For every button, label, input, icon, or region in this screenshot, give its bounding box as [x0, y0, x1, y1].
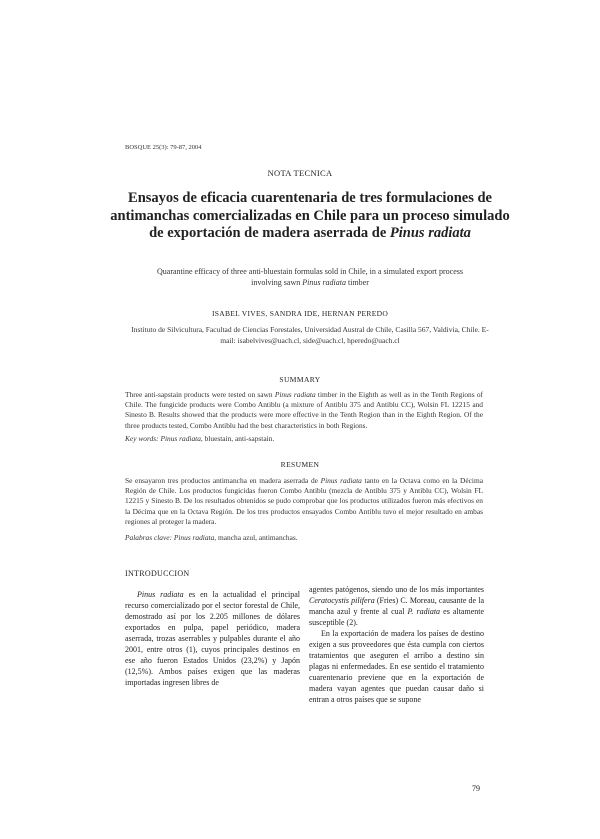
- intro-right-paragraph-2: En la exportación de madera los países de destino exigen a sus proveedores que ésta cumpla con ciertos tratamientos que aseguren el arribo a destino sin plagas ni enfermedades. En ese sentido el tratamiento cuarentenario previene que en la exportación de madera vayan agentes que puedan causar daño si entran a otros países que se supone: [309, 629, 484, 704]
- resumen-p1: Se ensayaron tres productos antimancha en madera aserrada de: [125, 476, 318, 485]
- intro-left-text: es en la actualidad el principal recurso comercializado por el sector forestal de Chile, demostrado así por los 2.205 millones de dólares exportados en pulpa, papel periódico, madera aserrada, trozas aserrables y pulpables durante el año 2001, entre otros (1), cuyos principales destinos en ese año fueron Estados Unidos (23,2%) y Japón (12,5%). Ambos países exigen que las maderas importadas ingresen libres de: [125, 590, 301, 687]
- resumen-text: [125, 476, 483, 527]
- intro-right-paragraph-1: [309, 584, 484, 628]
- article-title: [110, 190, 510, 243]
- journal-reference: BOSQUE 25(3): 79-87, 2004: [125, 144, 202, 151]
- summary-heading: SUMMARY: [279, 375, 321, 384]
- summary-text: [125, 390, 483, 431]
- palabras-clave-italic: Pinus radiata,: [173, 533, 217, 542]
- intro-left-italic: Pinus radiata: [137, 590, 184, 599]
- intro-right-italic-1: Ceratocystis pilifera: [309, 596, 375, 605]
- resumen-p2: tanto en la Octava como en la Décima Región de Chile. Los productos fungicidas fueron Combo Antiblu (mezcla de Antiblu 375 y Antiblu CC), Wolsin FL 12215 y Sinesto B. De los resultados obtenidos se pudo comprobar que los productos utilizados fueron más efectivos en la Décima que en la Octava Región. De los tres productos ensayados Combo Antiblu tuvo el mejor resultado en ambas regiones al proteger la madera.: [125, 476, 483, 526]
- affiliation: Instituto de Silvicultura, Facultad de Ciencias Forestales, Universidad Austral de Chile, Casilla 567, Valdivia, Chile. E-mail: isabelvives@uach.cl, side@uach.cl, hperedo@uach.cl: [131, 325, 489, 345]
- english-title-italic: Pinus radiata: [302, 278, 346, 287]
- intro-heading: INTRODUCCION: [125, 569, 190, 578]
- title-main: Ensayos de eficacia cuarentenaria de tres formulaciones de antimanchas comercializadas en Chile para un proceso simulado de exportación de madera aserrada de: [110, 190, 510, 241]
- summary-italic: Pinus radiata: [274, 390, 316, 399]
- intro-right-italic-2: P. radiata: [407, 607, 441, 616]
- keywords-rest: bluestain, anti-sapstain.: [204, 434, 275, 443]
- resumen-heading: RESUMEN: [280, 460, 320, 469]
- intro-right-text-a: agentes patógenos, siendo uno de los más importantes: [309, 585, 484, 594]
- english-title-before: Quarantine efficacy of three anti-bluestain formulas sold in Chile, in a simulated export process involving sawn: [157, 267, 463, 287]
- resumen-keywords: [125, 533, 483, 542]
- intro-left-paragraph: [125, 589, 300, 688]
- intro-right-text-b: (Fries) C. Moreau, causante de la mancha azul y frente al cual: [309, 596, 485, 616]
- summary-keywords: [125, 434, 483, 443]
- page-number: 79: [472, 784, 480, 793]
- summary-p2: timber in the Eighth as well as in the Tenth Regions of Chile. The fungicide products were Combo Antiblu (a mixture of Antiblu 375 and Antiblu CC), Wolsin FL 12215 and Sinesto B. Results showed that the products were more effective in the Tenth Region than in the Eighth Region. Of the three products tested, Combo Antiblu had the best characteristics in both Regions.: [125, 390, 483, 430]
- palabras-clave-rest: mancha azul, antimanchas.: [218, 533, 298, 542]
- intro-right-text-c: es altamente susceptible (2).: [309, 607, 485, 627]
- keywords-label: Key words:: [125, 434, 159, 443]
- title-italic: Pinus radiata: [389, 225, 471, 241]
- summary-p1: Three anti-sapstain products were tested on sawn: [125, 390, 273, 399]
- intro-right-column: [309, 584, 484, 705]
- english-title: [150, 266, 470, 288]
- english-title-after: timber: [348, 278, 369, 287]
- resumen-italic: Pinus radiata: [320, 476, 362, 485]
- intro-left-column: [125, 589, 300, 688]
- section-label: NOTA TECNICA: [267, 168, 333, 178]
- keywords-italic: Pinus radiata,: [160, 434, 203, 443]
- palabras-clave-label: Palabras clave:: [125, 533, 172, 542]
- authors: ISABEL VIVES, SANDRA IDE, HERNAN PEREDO: [211, 309, 389, 318]
